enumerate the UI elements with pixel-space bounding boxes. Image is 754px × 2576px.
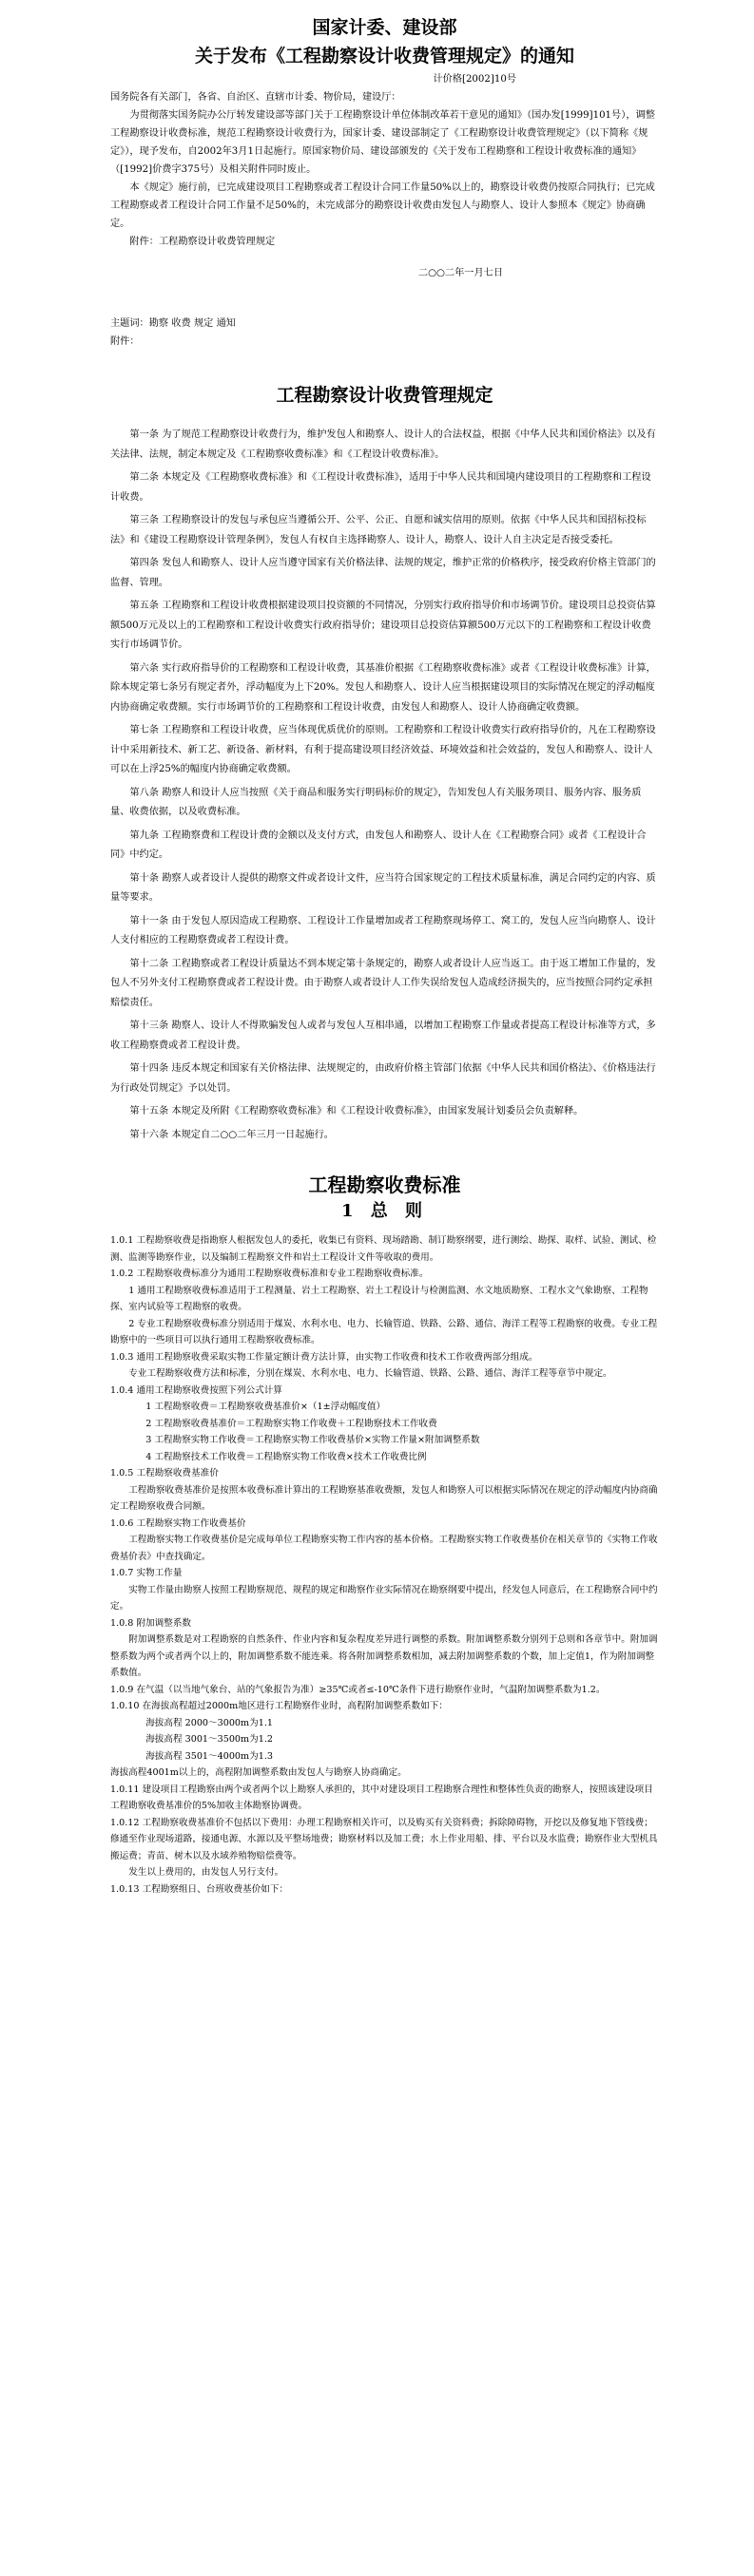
notice-date: 二○○二年一月七日 xyxy=(417,268,504,278)
standard-body xyxy=(110,1232,659,1898)
chapter-title: 1 总 则 xyxy=(340,1201,429,1221)
notice-title: 关于发布《工程勘察设计收费管理规定》的通知 xyxy=(194,46,574,67)
standard-item: 2 专业工程勘察收费标准分别适用于煤炭、水利水电、电力、长输管道、铁路、公路、通信、海洋工程等工程勘察的收费。专业工程勘察中的一些项目可以执行通用工程勘察收费标准。 xyxy=(110,1318,658,1345)
standard-item: 工程勘察收费基准价是按照本收费标准计算出的工程勘察基准收费额，发包人和勘察人可以根据实际情况在规定的浮动幅度内协商确定工程勘察收费合同额。 xyxy=(110,1484,658,1512)
standard-item: 1.0.5 工程勘察收费基准价 xyxy=(110,1468,219,1479)
standard-item: 4 工程勘察技术工作收费＝工程勘察实物工作收费×技术工作收费比例 xyxy=(145,1451,427,1462)
article-paragraph: 第十二条 工程勘察或者工程设计质量达不到本规定第十条规定的，勘察人或者设计人应当返工。由于返工增加工作量的，发包人不另外支付工程勘察费或者工程设计费。由于勘察人或者设计人工作失误给发包人造成经济损失的，应当按照合同约定承担赔偿责任。 xyxy=(110,958,656,1008)
article-paragraph: 第五条 工程勘察和工程设计收费根据建设项目投资额的不同情况，分别实行政府指导价和市场调节价。建设项目总投资估算额500万元及以上的工程勘察和工程设计收费实行政府指导价；建设项目总投资估算额500万元以下的工程勘察和工程设计收费实行市场调节价。 xyxy=(110,601,656,650)
standard-item: 1.0.8 附加调整系数 xyxy=(110,1617,192,1629)
rules-body xyxy=(110,426,659,1145)
article-paragraph: 第十条 勘察人或者设计人提供的勘察文件或者设计文件，应当符合国家规定的工程技术质量标准，满足合同约定的内容、质量等要求。 xyxy=(110,872,656,903)
article-paragraph: 第九条 工程勘察费和工程设计费的金额以及支付方式，由发包人和勘察人、设计人在《工程勘察合同》或者《工程设计合同》中约定。 xyxy=(110,830,647,860)
standard-item: 海拔高程4001m以上的，高程附加调整系数由发包人与勘察人协商确定。 xyxy=(110,1767,407,1778)
notice-paragraph: 国务院各有关部门，各省、自治区、直辖市计委、物价局，建设厅： xyxy=(110,92,401,103)
topic-words: 主题词：勘察 收费 规定 通知 xyxy=(110,318,236,329)
article-paragraph: 第二条 本规定及《工程勘察收费标准》和《工程设计收费标准》，适用于中华人民共和国境内建设项目的工程勘察和工程设计收费。 xyxy=(110,472,651,503)
standard-item: 海拔高程 2000～3000m为1.1 xyxy=(145,1717,273,1728)
standard-item: 工程勘察实物工作收费基价是完成每单位工程勘察实物工作内容的基本价格。工程勘察实物工作收费基价在相关章节的《实物工作收费基价表》中查找确定。 xyxy=(110,1535,658,1562)
article-paragraph: 第七条 工程勘察和工程设计收费，应当体现优质优价的原则。工程勘察和工程设计收费实行政府指导价的，凡在工程勘察设计中采用新技术、新工艺、新设备、新材料，有利于提高建设项目经济效益、环境效益和社会效益的，发包人和勘察人、设计人可以在上浮25%的幅度内协商确定收费额。 xyxy=(110,725,656,774)
article-paragraph: 第一条 为了规范工程勘察设计收费行为，维护发包人和勘察人、设计人的合法权益，根据《中华人民共和国价格法》以及有关法律、法规，制定本规定及《工程勘察收费标准》和《工程设计收费标准》。 xyxy=(110,429,656,460)
article-paragraph: 第十三条 勘察人、设计人不得欺骗发包人或者与发包人互相串通，以增加工程勘察工作量或者提高工程设计标准等方式，多收工程勘察费或者工程设计费。 xyxy=(110,1021,656,1051)
standard-item: 专业工程勘察收费方法和标准，分别在煤炭、水利水电、电力、长输管道、铁路、公路、通信、海洋工程等章节中规定。 xyxy=(128,1368,612,1379)
notice-paragraph: 附件：工程勘察设计收费管理规定 xyxy=(129,237,276,247)
standard-item: 1.0.12 工程勘察收费基准价不包括以下费用：办理工程勘察相关许可，以及购买有关资料费；拆除障碍物，开挖以及修复地下管线费；修通至作业现场道路，接通电源、水源以及平整场地费；勘察材料以及加工费；水上作业用船、排、平台以及水监费；勘察作业大型机具搬运费；青苗、树木以及水域养殖物赔偿费等。 xyxy=(110,1817,658,1861)
article-paragraph: 第三条 工程勘察设计的发包与承包应当遵循公开、公平、公正、自愿和诚实信用的原则。依据《中华人民共和国招标投标法》和《建设工程勘察设计管理条例》，发包人有权自主选择勘察人、设计人，勘察人、设计人自主决定是否接受委托。 xyxy=(110,515,647,545)
rules-title: 工程勘察设计收费管理规定 xyxy=(276,385,493,406)
standard-item: 1.0.13 工程勘察组日、台班收费基价如下： xyxy=(110,1883,289,1895)
article-paragraph: 第十六条 本规定自二○○二年三月一日起施行。 xyxy=(129,1129,334,1140)
standard-item: 1.0.7 实物工作量 xyxy=(110,1568,183,1578)
standard-item: 发生以上费用的，由发包人另行支付。 xyxy=(128,1867,284,1878)
notice-paragraph: 本《规定》施行前，已完成建设项目工程勘察或者工程设计合同工作量50%以上的，勘察设计收费仍按原合同执行；已完成工程勘察或者工程设计合同工作量不足50%的，未完成部分的勘察设计收费由发包人与勘察人、设计人参照本《规定》协商确定。 xyxy=(110,182,655,229)
article-paragraph: 第十一条 由于发包人原因造成工程勘察、工程设计工作量增加或者工程勘察现场停工、窝工的，发包人应当向勘察人、设计人支付相应的工程勘察费或者工程设计费。 xyxy=(110,915,656,945)
notice-body xyxy=(110,88,659,251)
article-paragraph: 第十四条 违反本规定和国家有关价格法律、法规规定的，由政府价格主管部门依据《中华人民共和国价格法》、《价格违法行为行政处罚规定》予以处罚。 xyxy=(110,1063,656,1094)
standard-item: 3 工程勘察实物工作收费＝工程勘察实物工作收费基价×实物工作量×附加调整系数 xyxy=(145,1435,480,1445)
standard-item: 1.0.2 工程勘察收费标准分为通用工程勘察收费标准和专业工程勘察收费标准。 xyxy=(110,1269,429,1279)
standard-item: 1.0.4 通用工程勘察收费按照下列公式计算 xyxy=(110,1384,282,1396)
article-paragraph: 第十五条 本规定及所附《工程勘察收费标准》和《工程设计收费标准》，由国家发展计划委员会负责解释。 xyxy=(129,1106,584,1116)
standard-item: 海拔高程 3001～3500m为1.2 xyxy=(145,1734,273,1745)
standard-item: 1.0.10 在海拔高程超过2000m地区进行工程勘察作业时，高程附加调整系数如下： xyxy=(110,1701,448,1711)
standard-item: 2 工程勘察收费基准价＝工程勘察实物工作收费＋工程勘察技术工作收费 xyxy=(145,1418,437,1429)
article-paragraph: 第四条 发包人和勘察人、设计人应当遵守国家有关价格法律、法规的规定，维护正常的价格秩序，接受政府价格主管部门的监督、管理。 xyxy=(110,558,656,588)
standard-item: 1.0.3 通用工程勘察收费采取实物工作量定额计费方法计算，由实物工作收费和技术工作收费两部分组成。 xyxy=(110,1351,538,1363)
standard-item: 1.0.6 工程勘察实物工作收费基价 xyxy=(110,1517,246,1529)
standard-item: 1 工程勘察收费＝工程勘察收费基准价×（1±浮动幅度值） xyxy=(145,1402,386,1412)
standard-item: 海拔高程 3501～4000m为1.3 xyxy=(145,1750,273,1762)
attachment-label: 附件： xyxy=(110,336,140,347)
doc-number: 计价格[2002]10号 xyxy=(433,74,516,85)
issuing-org: 国家计委、建设部 xyxy=(312,17,457,38)
standard-item: 1.0.9 在气温（以当地气象台、站的气象报告为准）≥35℃或者≤-10℃条件下进行勘察作业时，气温附加调整系数为1.2。 xyxy=(110,1684,606,1695)
standard-item: 1 通用工程勘察收费标准适用于工程测量、岩土工程勘察、岩土工程设计与检测监测、水文地质勘察、工程水文气象勘察、工程物探、室内试验等工程勘察的收费。 xyxy=(110,1285,648,1312)
standard-item: 实物工作量由勘察人按照工程勘察规范、规程的规定和勘察作业实际情况在勘察纲要中提出，经发包人同意后，在工程勘察合同中约定。 xyxy=(110,1584,658,1612)
standard-title: 工程勘察收费标准 xyxy=(308,1174,461,1196)
standard-item: 附加调整系数是对工程勘察的自然条件、作业内容和复杂程度差异进行调整的系数。附加调整系数分别列于总则和各章节中。附加调整系数为两个或者两个以上的，附加调整系数不能连乘。将各附加调整系数相加，减去附加调整系数的个数，加上定值1，作为附加调整系数值。 xyxy=(110,1634,658,1678)
article-paragraph: 第八条 勘察人和设计人应当按照《关于商品和服务实行明码标价的规定》，告知发包人有关服务项目、服务内容、服务质量、收费依据，以及收费标准。 xyxy=(110,787,642,817)
standard-item: 1.0.1 工程勘察收费是指勘察人根据发包人的委托，收集已有资料、现场踏勘、制订勘察纲要，进行测绘、勘探、取样、试验、测试、检测、监测等勘察作业，以及编制工程勘察文件和岩土工程设计文件等收取的费用。 xyxy=(110,1235,657,1263)
article-paragraph: 第六条 实行政府指导价的工程勘察和工程设计收费，其基准价根据《工程勘察收费标准》或者《工程设计收费标准》计算，除本规定第七条另有规定者外，浮动幅度为上下20%。发包人和勘察人、设计人应当根据建设项目的实际情况在规定的浮动幅度内协商确定收费额。实行市场调节价的工程勘察和工程设计收费，由发包人和勘察人、设计人协商确定收费额。 xyxy=(110,662,656,713)
standard-item: 1.0.11 建设项目工程勘察由两个或者两个以上勘察人承担的，其中对建设项目工程勘察合理性和整体性负责的勘察人，按照该建设项目工程勘察收费基准价的5%加收主体勘察协调费。 xyxy=(110,1784,653,1811)
notice-paragraph: 为贯彻落实国务院办公厅转发建设部等部门关于工程勘察设计单位体制改革若干意见的通知》（国办发[1999]101号），调整工程勘察设计收费标准，规范工程勘察设计收费行为，国家计委、建设部制定了《工程勘察设计收费管理规定》（以下简称《规定》），现予发布，自2002年3月1日起施行。原国家物价局、建设部颁发的《关于发布工程勘察和工程设计收费标准的通知》（[1992]价费字375号）及相关附件同时废止。 xyxy=(110,110,655,175)
